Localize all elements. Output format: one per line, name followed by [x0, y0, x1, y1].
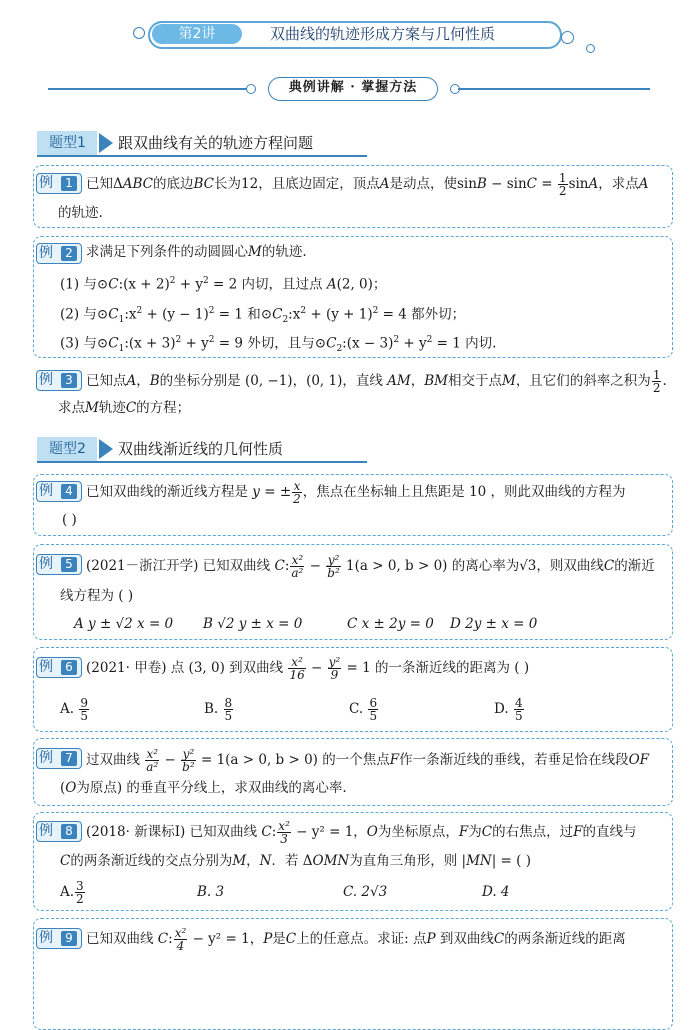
section-label-bar: [37, 437, 97, 461]
example-tag-label: 例: [39, 659, 53, 675]
fraction: $\frac{\text{x²}}{\text{a²}}$: [291, 553, 304, 580]
example-tag-label: 例: [39, 750, 53, 766]
fraction: $\frac{\text{x²}}{4}$: [174, 926, 187, 953]
example-text: 已知双曲线 C: $\frac{\text{x²}}{4}$ − y² = 1，P是C上的任意点。求证: 点P 到双曲线C的两条渐近线的距离: [86, 926, 626, 953]
example-tag: [36, 173, 82, 194]
example-tag-number: 6: [61, 660, 77, 675]
example-tag-label: 例: [39, 483, 53, 499]
fraction: $\frac{x}{2}$: [293, 479, 301, 506]
option-b: B. $\frac{8}{5}$: [204, 696, 233, 723]
fraction: $\frac{1}{2}$: [558, 171, 567, 198]
example-text: 求点M轨迹C的方程；: [58, 400, 191, 416]
fraction: $\frac{\text{x²}}{16}$: [289, 655, 305, 682]
fraction: $\frac{\text{y²}}{\text{b²}}$: [327, 553, 340, 580]
header-deco-circle: [586, 44, 595, 53]
fraction: $\frac{\text{y²}}{9}$: [328, 655, 341, 682]
header-deco-circle: [561, 31, 574, 44]
example-tag-label: 例: [39, 372, 53, 388]
option-a: A. $\frac{9}{5}$: [60, 696, 88, 723]
example-text: (2021－浙江开学) 已知双曲线 C: $\frac{\text{x²}}{\text{a²}}$ − $\frac{\text{y²}}{\text{b²}}$ 1(a > 0, b > 0) 的离心率为√3，则双曲线C的渐近: [86, 553, 655, 580]
lecture-number: 第2讲: [152, 24, 242, 44]
example-subitem: (3) 与$⊙C_1:(x + 3)^2 + y^2 = 9$ 外切，且与$⊙C_2:(x - 3)^2 + y^2 = 1$ 内切.: [60, 335, 497, 355]
example-tag-number: 7: [61, 751, 77, 766]
example-tag: [36, 243, 82, 264]
example-text: 的轨迹.: [58, 205, 103, 221]
section-underline: [37, 461, 367, 463]
option-c: C. $\frac{6}{5}$: [349, 696, 378, 723]
subtitle-text: 典例讲解 · 掌握方法: [288, 80, 418, 95]
example-text: (2018· 新课标Ⅰ) 已知双曲线 C: $\frac{\text{x²}}{3}$ − y² = 1，O为坐标原点，F为C的右焦点，过F的直线与: [86, 819, 637, 846]
example-tag: [36, 821, 82, 842]
option-b: B. 3: [197, 884, 225, 900]
example-text: (O为原点) 的垂直平分线上，求双曲线的离心率.: [60, 780, 347, 796]
section-label: 题型1: [49, 135, 86, 151]
example-tag-label: 例: [39, 175, 53, 191]
header-deco-circle: [133, 27, 145, 39]
example-text: 线方程为 ( ): [60, 588, 134, 604]
option-d: D 2y ± x = 0: [450, 616, 538, 632]
example-tag-number: 3: [61, 373, 77, 388]
option-c: C. 2√3: [343, 884, 388, 900]
example-text: 已知点A，B的坐标分别是 (0, −1)，(0, 1)，直线 AM，BM相交于点M，且它们的斜率之积为 $\frac{1}{2}$ .: [86, 368, 667, 395]
option-b: B √2 y ± x = 0: [203, 616, 303, 632]
example-tag-number: 5: [61, 557, 77, 572]
option-d: D. 4: [482, 884, 510, 900]
example-subitem: (2) 与$⊙C_1:x^2 + (y - 1)^2 = 1$ 和$⊙C_2:x^2 + (y + 1)^2 = 4$ 都外切；: [60, 306, 466, 326]
section-underline: [37, 155, 367, 157]
section-label-bar: [37, 131, 97, 155]
lecture-title: 双曲线的轨迹形成方案与几何性质: [270, 25, 496, 43]
example-tag: [36, 657, 82, 678]
option-a: A y ± √2 x = 0: [74, 616, 174, 632]
subtitle-rule-left: [48, 88, 248, 90]
example-tag: [36, 481, 82, 502]
example-text: 过双曲线 $\frac{\text{x²}}{\text{a²}}$ − $\frac{\text{y²}}{\text{b²}}$ = 1(a > 0, b > 0) 的一个焦点F作一条渐近线的垂线，若垂足恰在线段OF: [86, 747, 650, 774]
example-tag: [36, 748, 82, 769]
fraction: $\frac{\text{y²}}{\text{b²}}$: [182, 747, 195, 774]
example-tag-number: 2: [61, 246, 77, 261]
example-text: 求满足下列条件的动圆圆心M的轨迹.: [86, 244, 307, 260]
section-title: 跟双曲线有关的轨迹方程问题: [118, 134, 314, 152]
answer-blank: ( ): [62, 512, 77, 528]
option-d: D. $\frac{4}{5}$: [494, 696, 523, 723]
example-text: 已知ΔABC的底边BC长为12，且底边固定，顶点A是动点，使sinB − sinC = $\frac{1}{2}$ sinA，求点A: [86, 171, 649, 198]
example-tag-label: 例: [39, 556, 53, 572]
example-tag-number: 4: [61, 484, 77, 499]
example-tag-label: 例: [39, 823, 53, 839]
section-arrow-icon: [99, 133, 113, 153]
option-c: C x ± 2y = 0: [347, 616, 434, 632]
section-label: 题型2: [49, 441, 86, 457]
example-tag-label: 例: [39, 245, 53, 261]
fraction: $\frac{\text{x²}}{3}$: [278, 819, 290, 846]
section-arrow-icon: [99, 439, 113, 459]
subtitle-rule-dot: [246, 84, 256, 94]
option-a: A. $\frac{3}{2}$: [60, 879, 84, 906]
fraction: $\frac{1}{2}$: [652, 368, 661, 395]
example-text: 已知双曲线的渐近线方程是 y = ± $\frac{x}{2}$ ，焦点在坐标轴上且焦距是 10 ，则此双曲线的方程为: [86, 479, 626, 506]
section-title: 双曲线渐近线的几何性质: [118, 440, 284, 458]
example-tag-number: 8: [61, 824, 77, 839]
subtitle-rule-right: [458, 88, 650, 90]
example-tag: [36, 554, 82, 575]
example-tag: [36, 370, 82, 391]
fraction: $\frac{\text{x²}}{\text{a²}}$: [146, 747, 159, 774]
example-text: (2021· 甲卷) 点 (3, 0) 到双曲线 $\frac{\text{x²}}{16}$ − $\frac{\text{y²}}{9}$ = 1 的一条渐近线的距离为 ( ): [86, 655, 530, 682]
example-text: C的两条渐近线的交点分别为M，N．若 ΔOMN为直角三角形，则 |MN| = ( ): [60, 853, 531, 869]
example-subitem: (1) 与⊙C:(x + $2)^2 + y^2 = 2$ 内切，且过点 A(2, 0)；: [60, 276, 387, 293]
example-tag-number: 1: [61, 176, 77, 191]
example-tag-number: 9: [61, 931, 77, 946]
example-tag-label: 例: [39, 930, 53, 946]
example-tag: [36, 928, 82, 949]
